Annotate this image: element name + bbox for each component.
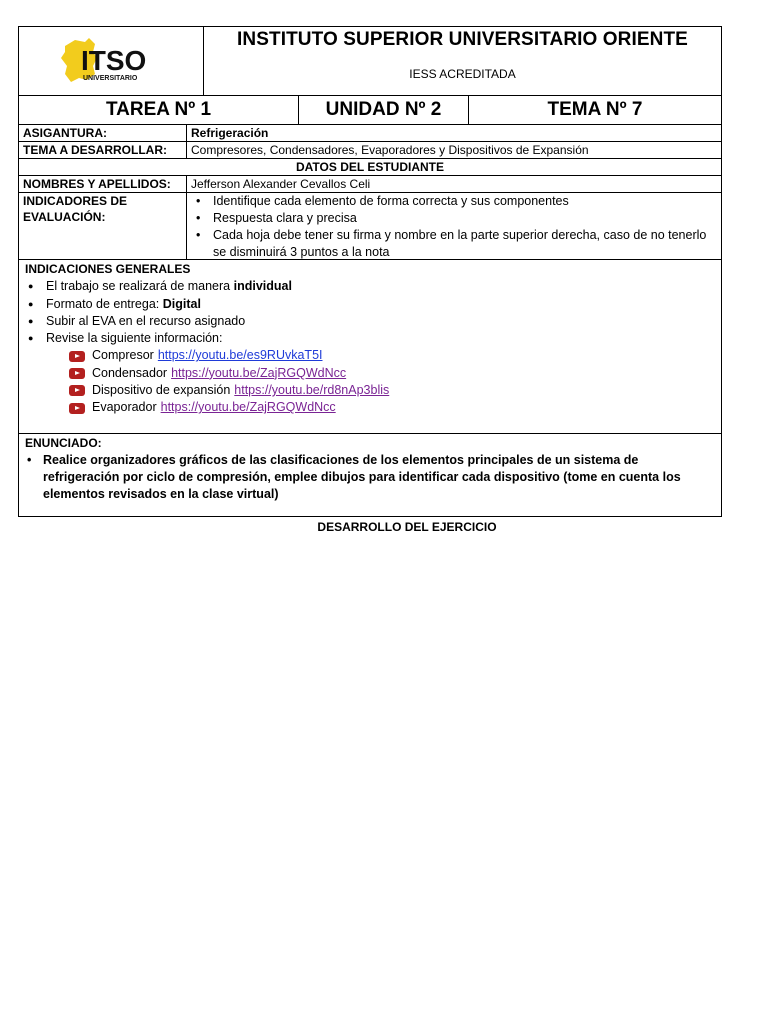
- youtube-icon: [69, 403, 85, 414]
- video-link-label: Dispositivo de expansión: [92, 383, 231, 398]
- generales-item: [25, 296, 715, 313]
- logo-subtext: UNIVERSITARIO: [83, 75, 138, 82]
- generales-item-bold: individual: [233, 279, 292, 294]
- generales-item-bold: Digital: [162, 296, 201, 311]
- video-link[interactable]: https://youtu.be/es9RUvkaT5I: [157, 348, 323, 363]
- indicadores-value: [186, 193, 721, 259]
- indicadores-label: INDICADORES DE EVALUACIÓN:: [23, 194, 128, 224]
- video-link-label: Condensador: [92, 365, 168, 380]
- video-link[interactable]: https://youtu.be/rd8nAp3blis: [234, 383, 390, 398]
- tema-row: [19, 141, 721, 158]
- indicadores-row: [19, 192, 721, 259]
- indicadores-list: [191, 193, 717, 261]
- tarea-title: TAREA Nº 1: [105, 99, 212, 120]
- indicador-item: • Cada hoja debe tener su firma y nombre en la parte superior derecha, caso de no tenerlo se disminuirá 3 puntos a la nota: [213, 227, 717, 261]
- generales-item-text: Formato de entrega:: [46, 296, 163, 311]
- video-links-list: [25, 347, 715, 416]
- video-link-item: [69, 382, 715, 399]
- youtube-icon: [69, 351, 85, 362]
- nombres-row: [19, 175, 721, 192]
- enunciado-title: ENUNCIADO:: [25, 436, 102, 450]
- asignatura-value: Refrigeración: [186, 125, 721, 141]
- video-link[interactable]: https://youtu.be/ZajRGQWdNcc: [160, 400, 336, 415]
- generales-title: INDICACIONES GENERALES: [25, 262, 191, 276]
- unidad-title: UNIDAD Nº 2: [298, 96, 468, 124]
- video-link-label: Evaporador: [92, 400, 157, 415]
- accreditation-text: IESS ACREDITADA: [409, 67, 516, 81]
- nombres-label: NOMBRES Y APELLIDOS:: [23, 177, 171, 191]
- indicador-item: • Identifique cada elemento de forma correcta y sus componentes: [213, 193, 717, 210]
- asignatura-row: [19, 124, 721, 141]
- datos-estudiante-title: DATOS DEL ESTUDIANTE: [19, 158, 721, 175]
- video-link-item: [69, 347, 715, 364]
- desarrollo-heading: DESARROLLO DEL EJERCICIO: [317, 520, 497, 534]
- youtube-icon: [69, 385, 85, 396]
- enunciado-list: [25, 452, 715, 503]
- indicaciones-generales-row: [19, 259, 721, 433]
- header-table: [18, 26, 722, 517]
- indicaciones-generales: [19, 260, 721, 433]
- logo-text: ITSO: [81, 45, 147, 76]
- video-link-item: [69, 399, 715, 416]
- header-row: [19, 27, 721, 95]
- video-link-item: [69, 365, 715, 382]
- generales-item-text: El trabajo se realizará de manera: [46, 279, 234, 294]
- tema-value: Compresores, Condensadores, Evaporadores y Dispositivos de Expansión: [186, 142, 721, 158]
- enunciado-text: • Realice organizadores gráficos de las clasificaciones de los elementos principales de un sistema de refrigeración por ciclo de compresión, emplee dibujos para identificar cada dispositivo (tome en cuenta los elementos revisados en la clase virtual): [43, 452, 715, 503]
- generales-list: [25, 278, 715, 347]
- asignatura-label: ASIGANTURA:: [23, 126, 107, 140]
- indicador-item: • Respuesta clara y precisa: [213, 210, 717, 227]
- generales-item: [25, 278, 715, 295]
- task-title-row: [19, 95, 721, 124]
- nombres-value: Jefferson Alexander Cevallos Celi: [186, 176, 721, 192]
- tema-label: TEMA A DESARROLLAR:: [23, 143, 167, 157]
- tema-title: TEMA Nº 7: [468, 96, 721, 124]
- generales-item: ● Subir al EVA en el recurso asignado: [25, 313, 715, 330]
- institution-title-cell: [203, 27, 721, 95]
- generales-item: ● Revise la siguiente información:: [25, 330, 715, 347]
- institution-name: INSTITUTO SUPERIOR UNIVERSITARIO ORIENTE: [237, 29, 688, 50]
- document-page: [18, 26, 722, 517]
- video-link-label: Compresor: [92, 348, 154, 363]
- video-link[interactable]: https://youtu.be/ZajRGQWdNcc: [171, 365, 347, 380]
- enunciado: [19, 434, 721, 516]
- logo-map-icon: [59, 36, 163, 86]
- youtube-icon: [69, 368, 85, 379]
- enunciado-row: [19, 433, 721, 516]
- institution-logo: [19, 27, 203, 95]
